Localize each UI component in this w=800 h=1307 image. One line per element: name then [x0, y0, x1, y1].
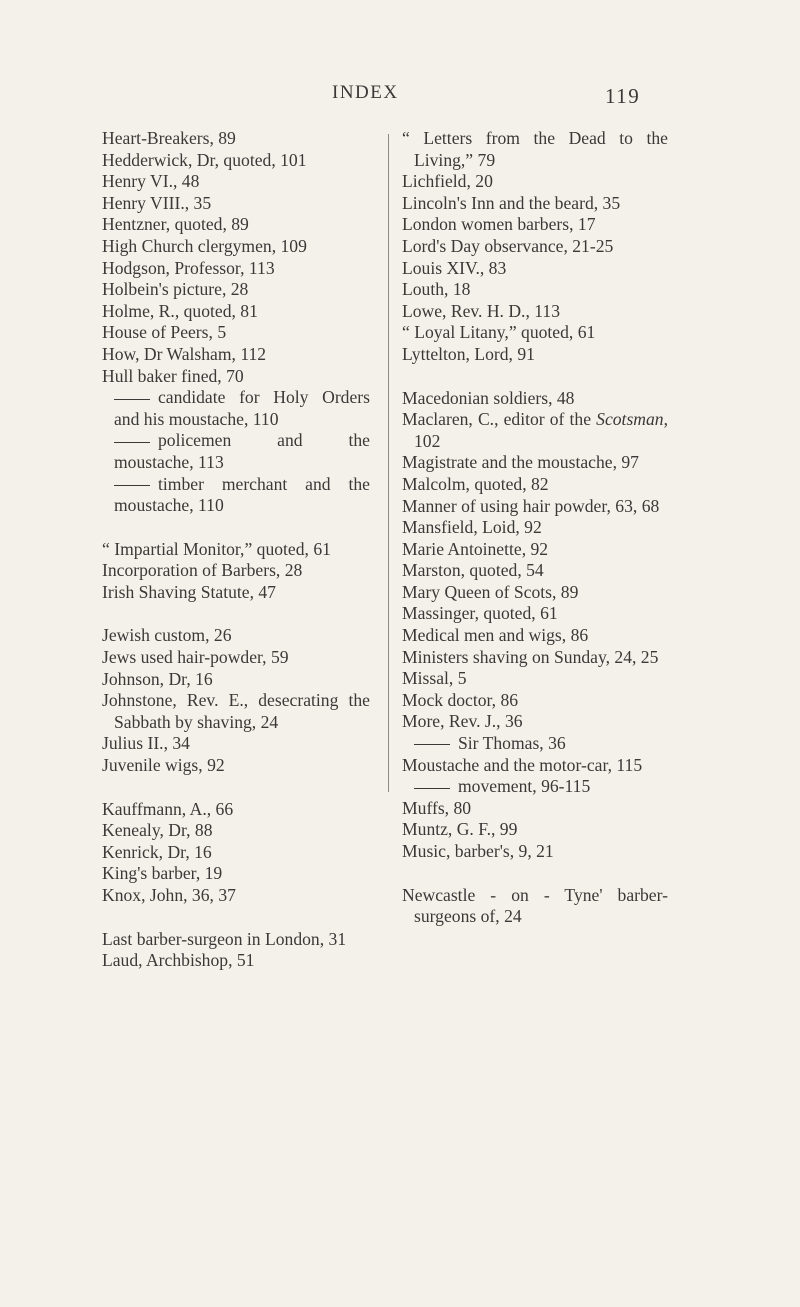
ditto-dash [414, 788, 450, 789]
index-entry: Juvenile wigs, 92 [102, 755, 225, 776]
index-entry: Muntz, G. F., 99 [402, 819, 518, 840]
index-entry: Henry VI., 48 [102, 171, 200, 192]
index-entry: Music, barber's, 9, 21 [402, 841, 554, 861]
index-entry: House of Peers, 5 [102, 322, 227, 343]
index-entry: “ Impartial Monitor,” quoted, 61 [102, 538, 331, 559]
index-entry: Marston, quoted, 54 [402, 560, 544, 581]
subentry-text: policemen and the moustache, 113 [114, 430, 370, 472]
index-entry [402, 409, 668, 452]
index-entry: Hull baker fined, 70 [102, 365, 244, 386]
index-entry: Magistrate and the moustache, 97 [402, 452, 639, 473]
index-entry: Incorporation of Barbers, 28 [102, 560, 303, 581]
index-entry: Lord's Day observance, 21-25 [402, 235, 614, 256]
subentry-text: timber merchant and the moustache, 110 [114, 473, 370, 516]
index-entry: Kenealy, Dr, 88 [102, 820, 213, 841]
index-entry: Mansfield, Loid, 92 [402, 517, 542, 538]
page-number: 119 [605, 84, 641, 108]
entry-text: Maclaren, C., editor of the [402, 409, 592, 430]
index-entry: “ Letters from the Dead to the Living,” 79 [402, 128, 668, 170]
index-entry: More, Rev. J., 36 [402, 711, 523, 732]
index-entry: Lincoln's Inn and the beard, 35 [402, 192, 621, 213]
ditto-dash [114, 485, 150, 486]
index-entry: Julius II., 34 [102, 733, 190, 754]
index-entry: Louis XIV., 83 [402, 257, 507, 278]
index-entry: Mary Queen of Scots, 89 [402, 581, 579, 602]
index-entry: Missal, 5 [402, 668, 467, 689]
index-entry: Laud, Archbishop, 51 [102, 950, 255, 971]
index-entry: London women barbers, 17 [402, 214, 596, 235]
index-entry: Medical men and wigs, 86 [402, 625, 589, 646]
index-entry: Jews used hair-powder, 59 [102, 647, 289, 668]
index-entry: Holme, R., quoted, 81 [102, 300, 258, 321]
index-subentry [402, 776, 668, 798]
index-entry: Louth, 18 [402, 279, 471, 300]
ditto-dash [414, 744, 450, 745]
index-entry: King's barber, 19 [102, 863, 223, 884]
index-entry: Jewish custom, 26 [102, 625, 232, 646]
index-entry: Newcastle - on - Tyne' barber-surgeons of, 24 [402, 884, 668, 927]
index-entry: Irish Shaving Statute, 47 [102, 581, 276, 602]
index-subentry [102, 387, 370, 430]
subentry-text: candidate for Holy Orders and his moustache, 110 [114, 387, 370, 429]
index-entry: Knox, John, 36, 37 [102, 885, 236, 905]
ditto-dash [114, 442, 150, 443]
index-column-left [102, 128, 370, 972]
subentry-text: Sir Thomas, 36 [458, 733, 566, 754]
index-column-right [402, 128, 668, 928]
ditto-dash [114, 399, 150, 400]
index-entry: Manner of using hair powder, 63, 68 [402, 495, 660, 516]
index-entry: Muffs, 80 [402, 797, 472, 818]
index-entry: High Church clergymen, 109 [102, 235, 307, 256]
index-entry: Lichfield, 20 [402, 171, 493, 192]
header-title: INDEX [332, 82, 399, 103]
index-subentry [402, 733, 668, 755]
index-subentry [102, 474, 370, 517]
index-entry: Lowe, Rev. H. D., 113 [402, 300, 560, 321]
index-entry: Moustache and the motor-car, 115 [402, 754, 643, 775]
index-entry: Johnstone, Rev. E., desecrating the Sabbath by shaving, 24 [102, 690, 370, 732]
index-entry: Hedderwick, Dr, quoted, 101 [102, 149, 307, 170]
index-subentry [102, 430, 370, 473]
index-entry: How, Dr Walsham, 112 [102, 343, 267, 364]
index-entry: Malcolm, quoted, 82 [402, 473, 549, 494]
index-entry: Kauffmann, A., 66 [102, 798, 234, 819]
index-entry: Hodgson, Professor, 113 [102, 257, 275, 278]
subentry-text: movement, 96-115 [458, 776, 591, 797]
index-entry: Massinger, quoted, 61 [402, 603, 558, 624]
entry-italic-title: Scotsman [596, 409, 664, 430]
index-entry: Henry VIII., 35 [102, 192, 212, 213]
index-entry: Ministers shaving on Sunday, 24, 25 [402, 646, 659, 667]
index-entry: Lyttelton, Lord, 91 [402, 343, 535, 364]
index-entry: “ Loyal Litany,” quoted, 61 [402, 322, 596, 343]
column-divider [388, 134, 389, 792]
index-entry: Hentzner, quoted, 89 [102, 214, 249, 235]
running-header [0, 82, 800, 112]
index-entry: Holbein's picture, 28 [102, 279, 249, 300]
index-entry: Last barber-surgeon in London, 31 [102, 928, 347, 949]
index-entry: Macedonian soldiers, 48 [402, 387, 575, 408]
index-entry: Heart-Breakers, 89 [102, 128, 236, 148]
index-entry: Marie Antoinette, 92 [402, 538, 549, 559]
index-entry: Johnson, Dr, 16 [102, 668, 213, 689]
entry-pages: , 102 [414, 409, 668, 451]
index-entry: Mock doctor, 86 [402, 689, 519, 710]
index-entry: Kenrick, Dr, 16 [102, 841, 212, 862]
